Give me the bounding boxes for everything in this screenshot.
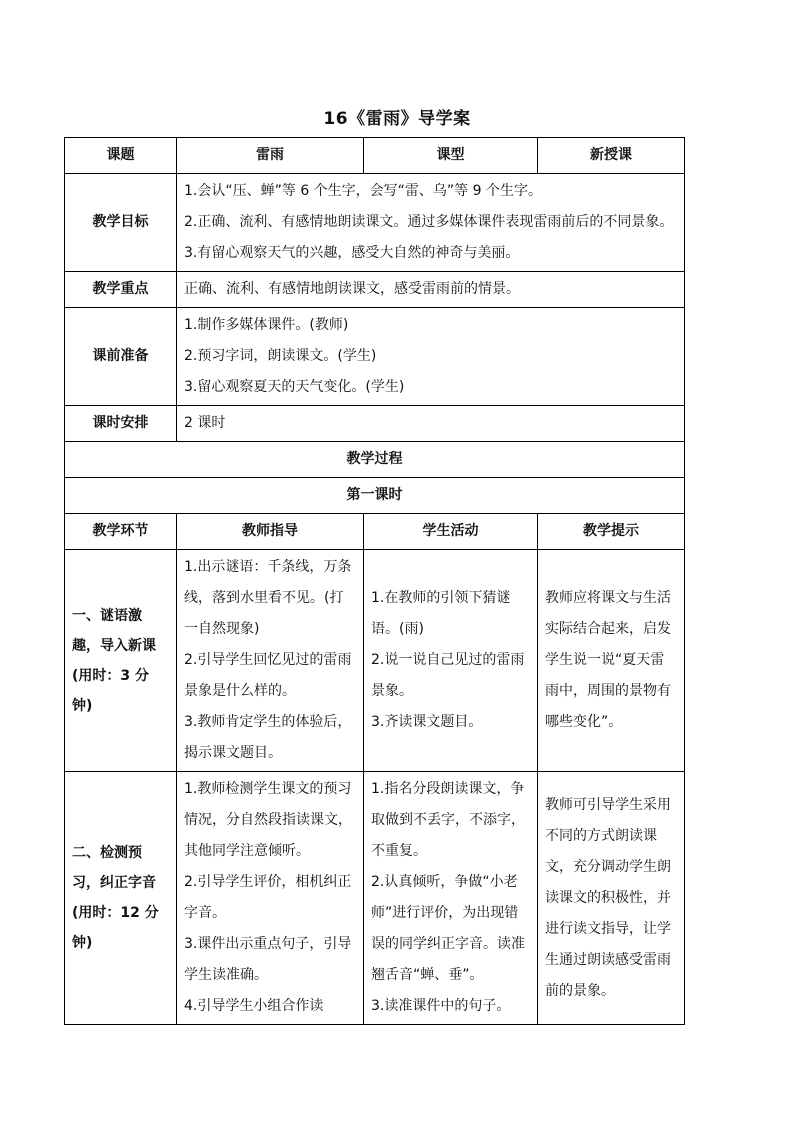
student-item: 1.指名分段朗读课文，争 取做到不丢字，不添字，不重复。 — [371, 781, 525, 859]
teacher-item: 1.出示谜语：千条线，万条线，落到水里看不见。(打一自然现象) — [184, 559, 352, 637]
prep-row — [65, 308, 685, 406]
schedule-value: 2 课时 — [177, 406, 685, 442]
topic-label: 课题 — [65, 138, 177, 174]
process-title: 教学过程 — [65, 442, 685, 478]
objective-line: 1.会认“压、蝉”等 6 个生字，会写“雷、乌”等 9 个生字。 — [184, 183, 542, 199]
prep-line: 2.预习字词，朗读课文。(学生) — [184, 348, 377, 364]
focus-row — [65, 272, 685, 308]
table-row — [65, 772, 685, 1025]
type-value: 新授课 — [538, 138, 685, 174]
lesson-plan-table — [64, 137, 685, 1025]
teacher-item: 2.引导学生评价，相机纠正字音。 — [184, 874, 352, 921]
page-title: 16《雷雨》导学案 — [323, 109, 471, 129]
schedule-label: 课时安排 — [65, 406, 177, 442]
student-item: 3.齐读课文题目。 — [371, 714, 483, 730]
prep-label: 课前准备 — [65, 308, 177, 406]
columns-row — [65, 514, 685, 550]
topic-value: 雷雨 — [177, 138, 364, 174]
objective-line: 2.正确、流利、有感情地朗读课文。通过多媒体课件表现雷雨前后的不同景象。 — [184, 214, 674, 230]
lesson-title: 第一课时 — [65, 478, 685, 514]
objectives-row — [65, 174, 685, 272]
stage-cell: 一、谜语激趣，导入新课(用时：3 分钟) — [65, 550, 177, 772]
header-row — [65, 138, 685, 174]
type-label: 课型 — [364, 138, 538, 174]
focus-label: 教学重点 — [65, 272, 177, 308]
column-header: 教学提示 — [538, 514, 685, 550]
teacher-item: 4.引导学生小组合作读 — [184, 998, 324, 1014]
process-title-row — [65, 442, 685, 478]
teacher-item: 2.引导学生回忆见过的雷雨景象是什么样的。 — [184, 652, 352, 699]
tip-cell: 教师可引导学生采用不同的方式朗读课文，充分调动学生朗读课文的积极性，并进行读文指导，让学生通过朗读感受雷雨前的景象。 — [538, 772, 685, 1025]
prep-line: 1.制作多媒体课件。(教师) — [184, 317, 349, 333]
column-header: 教学环节 — [65, 514, 177, 550]
prep-content — [177, 308, 685, 406]
student-item: 2.说一说自己见过的雷雨景象。 — [371, 652, 525, 699]
student-cell — [364, 772, 538, 1025]
objective-line: 3.有留心观察天气的兴趣，感受大自然的神奇与美丽。 — [184, 245, 520, 261]
tip-cell: 教师应将课文与生活实际结合起来，启发学生说一说“夏天雷雨中，周围的景物有哪些变化”。 — [538, 550, 685, 772]
student-item: 3.读准课件中的句子。 — [371, 998, 511, 1014]
objectives-content — [177, 174, 685, 272]
stage-cell: 二、检测预习，纠正字音(用时：12 分钟) — [65, 772, 177, 1025]
objectives-label: 教学目标 — [65, 174, 177, 272]
prep-line: 3.留心观察夏天的天气变化。(学生) — [184, 379, 405, 395]
student-cell — [364, 550, 538, 772]
table-row — [65, 550, 685, 772]
lesson-title-row — [65, 478, 685, 514]
teacher-item: 3.教师肯定学生的体验后，揭示课文题目。 — [184, 714, 352, 761]
student-item: 2.认真倾听，争做“小老师”进行评价，为出现错误的同学纠正字音。读准翘舌音“蝉、垂”。 — [371, 874, 525, 983]
column-header: 学生活动 — [364, 514, 538, 550]
teacher-cell — [177, 772, 364, 1025]
teacher-item: 3.课件出示重点句子，引导学生读准确。 — [184, 936, 352, 983]
focus-text: 正确、流利、有感情地朗读课文，感受雷雨前的情景。 — [177, 272, 685, 308]
column-header: 教师指导 — [177, 514, 364, 550]
schedule-row — [65, 406, 685, 442]
teacher-cell — [177, 550, 364, 772]
teacher-item: 1.教师检测学生课文的预习情况，分自然段指读课文，其他同学注意倾听。 — [184, 781, 352, 859]
student-item: 1.在教师的引领下猜谜语。(雨) — [371, 590, 511, 637]
